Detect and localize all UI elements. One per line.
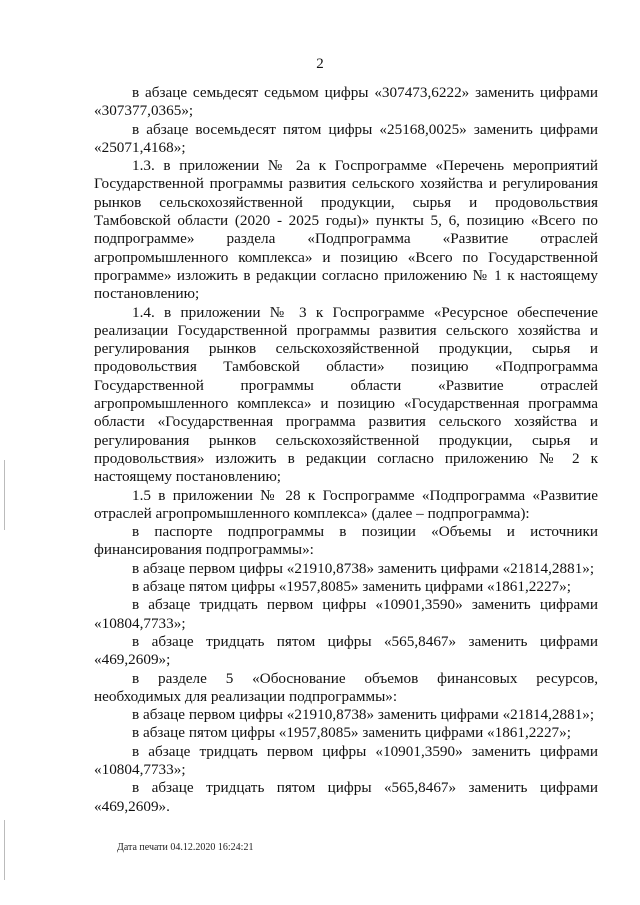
paragraph: в паспорте подпрограммы в позиции «Объемы и источники финансирования подпрограммы»: [94,523,598,559]
paragraph: в абзаце тридцать пятом цифры «565,8467» заменить цифрами «469,2609»; [94,632,598,669]
margin-mark-bottom [4,820,5,880]
paragraph: в разделе 5 «Обоснование объемов финансовых ресурсов, необходимых для реализации подпрограммы»: [94,669,598,705]
paragraph: в абзаце пятом цифры «1957,8085» заменить цифрами «1861,2227»; [132,578,571,596]
paragraph: в абзаце восемьдесят пятом цифры «25168,0025» заменить цифрами «25071,4168»; [94,120,598,156]
paragraph: в абзаце тридцать пятом цифры «565,8467» заменить цифрами «469,2609». [94,779,598,815]
paragraph: в абзаце первом цифры «21910,8738» заменить цифрами «21814,2881»; [132,706,595,724]
paragraph: 1.3. в приложении № 2а к Госпрограмме «Перечень мероприятий Государственной программы развития сельского хозяйства и регулирования рынков сельскохозяйственной продукции, сырья и продовольствия Тамбовской области (2020 - 2025 годы)» пункты 5, 6, позицию «Всего по подпрограмме» раздела «Подпрограмма «Развитие отраслей агропромышленного комплекса» и позицию «Всего по Государственной программе» изложить в редакции согласно приложению № 1 к настоящему постановлению; [94,157,598,303]
paragraph: 1.5 в приложении № 28 к Госпрограмме «Подпрограмма «Развитие отраслей агропромышленного комплекса» (далее – подпрограмма): [94,486,598,522]
document-body [94,84,598,816]
paragraph: в абзаце пятом цифры «1957,8085» заменить цифрами «1861,2227»; [132,724,571,742]
paragraph: в абзаце семьдесят седьмом цифры «307473,6222» заменить цифрами «307377,0365»; [94,84,598,120]
print-date: Дата печати 04.12.2020 16:24:21 [117,842,254,853]
page-number: 2 [316,56,324,72]
paragraph: в абзаце тридцать первом цифры «10901,3590» заменить цифрами «10804,7733»; [94,742,598,778]
margin-mark-top [4,460,5,530]
paragraph: в абзаце тридцать первом цифры «10901,3590» заменить цифрами «10804,7733»; [94,596,598,632]
paragraph: в абзаце первом цифры «21910,8738» заменить цифрами «21814,2881»; [132,559,595,577]
paragraph: 1.4. в приложении № 3 к Госпрограмме «Ресурсное обеспечение реализации Государственной программы развития сельского хозяйства и регулирования рынков сельскохозяйственной продукции, сырья и продовольствия Тамбовской области» позицию «Подпрограмма Государственной программы области «Развитие отраслей агропромышленного комплекса» и позицию «Государственная программа области «Государственная программа развития сельского хозяйства и регулирования рынков сельскохозяйственной продукции, сырья и продовольствия» изложить в редакции согласно приложению № 2 к настоящему постановлению; [94,303,598,486]
